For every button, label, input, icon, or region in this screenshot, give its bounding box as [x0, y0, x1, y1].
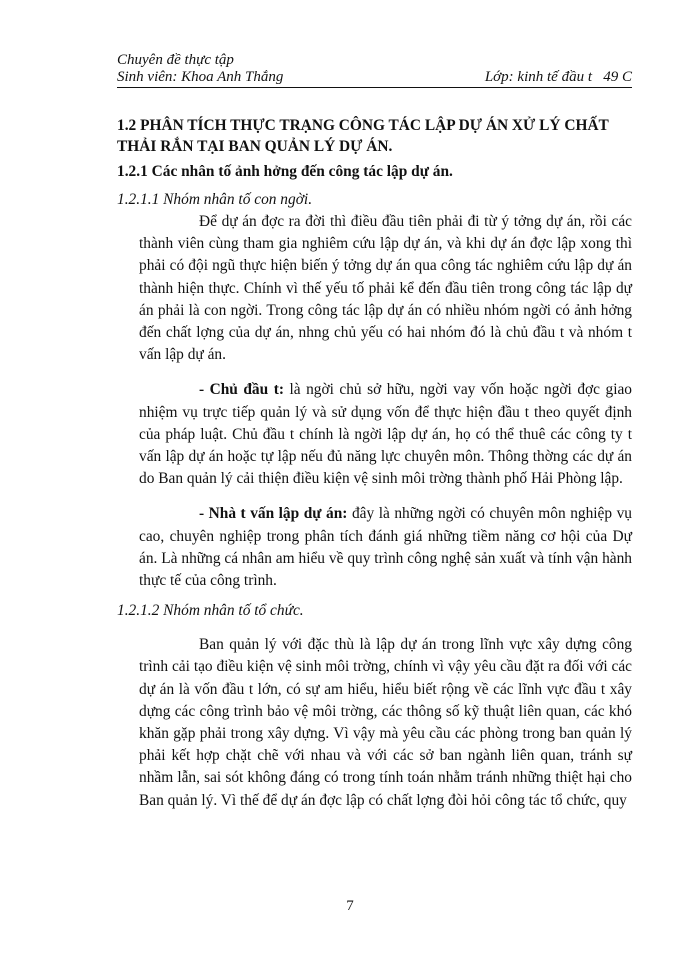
paragraph-consultant-text: đây là những ngời có chuyên môn nghiệp vụ cao, chuyên nghiệp trong phân tích đánh giá những tiềm năng cơ hội của Dự án. Là những cá nhân am hiểu về quy trình công nghệ sản xuất và tính vận hành thực tế của công trình.	[139, 505, 632, 590]
page-number: 7	[346, 898, 354, 914]
paragraph-consultant-lead: - Nhà t vấn lập dự án:	[199, 505, 348, 523]
paragraph-investor-text: là ngời chủ sở hữu, ngời vay vốn hoặc ngời đợc giao nhiệm vụ trực tiếp quản lý và sử dụng vốn để thực hiện đầu t theo quyết định của pháp luật. Chủ đầu t chính là ngời lập dự án, họ có thể thuê các công ty t vấn lập dự án hoặc tự lập nếu đủ năng lực chuyên môn. Thông thờng các dự án do Ban quản lý cải thiện điều kiện vệ sinh môi trờng thành phố Hải Phòng lập.	[139, 381, 633, 488]
paragraph-4: Ban quản lý với đặc thù là lập dự án trong lĩnh vực xây dựng công trình cải tạo điều kiện vệ sinh môi trờng, chính vì vậy yêu cầu đặt ra đối với các dự án là vốn đầu t lớn, có sự am hiểu, hiểu biết rộng về các lĩnh vực đầu t xây dựng các công trình bảo vệ môi trờng, các thông số kỹ thuật liên quan, các khó khăn gặp phải trong xây dựng. Vì vậy mà yêu cầu các phòng trong ban quản lý phải kết hợp chặt chẽ với nhau và với các sở ban ngành liên quan, tránh sự nhầm lẫn, sai sót không đáng có trong tính toán nhằm tránh những thiệt hại cho Ban quản lý. Vì thế để dự án đợc lập có chất lợng đòi hỏi công tác tổ chức, quy	[139, 636, 632, 809]
subsection-heading: 1.2.1 Các nhân tố ảnh hởng đến công tác lập dự án.	[117, 163, 453, 180]
header-rule	[117, 87, 632, 88]
paragraph-consultant	[139, 503, 632, 592]
body-block-2	[139, 634, 632, 812]
section-title: 1.2 PHÂN TÍCH THỰC TRẠNG CÔNG TÁC LẬP DỰ ÁN XỬ LÝ CHẤT THẢI RẮN TẠI BAN QUẢN LÝ DỰ ÁN.	[117, 117, 609, 155]
body-block-1	[139, 211, 632, 592]
header-student: Sinh viên: Khoa Anh Thắng	[117, 69, 284, 85]
paragraph-investor	[139, 379, 632, 490]
document-body	[117, 115, 632, 812]
paragraph-1: Để dự án đợc ra đời thì điều đầu tiên phải đi từ ý tởng dự án, rồi các thành viên cùng tham gia nghiêm cứu lập dự án, và khi dự án đợc lập xong thì phải có đội ngũ thực hiện biến ý tởng dự án qua công tác nghiêm cứu lập dự án thành hiện thực. Chính vì thế yếu tố phải kể đến đầu tiên trong công tác lập dự án phải là con ngời. Trong công tác lập dự án có nhiều nhóm ngời có ảnh hởng đến chất lợng của dự án, nhng chủ yếu có hai nhóm đó là chủ đầu t và nhóm t vấn lập dự án.	[139, 213, 632, 364]
page-header	[117, 52, 632, 88]
paragraph-investor-lead: - Chủ đầu t:	[199, 381, 284, 399]
header-subject: Chuyên đề thực tập	[117, 52, 234, 68]
header-row	[117, 69, 632, 86]
subsubsection-heading-2: 1.2.1.2 Nhóm nhân tố tổ chức.	[117, 602, 304, 620]
header-class: Lớp: kinh tế đầu t 49 C	[484, 69, 632, 85]
subsubsection-heading-1: 1.2.1.1 Nhóm nhân tố con ngời.	[117, 191, 313, 208]
